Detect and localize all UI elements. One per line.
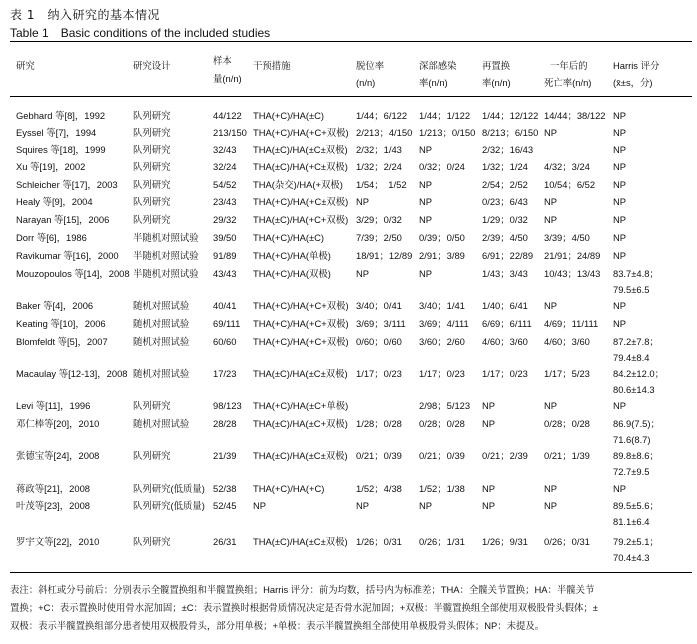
cell-revision: NP bbox=[482, 500, 496, 511]
cell-harris: NP bbox=[613, 214, 627, 225]
cell-intervention: THA(+C)/HA(+C) bbox=[253, 483, 325, 494]
cell-infection: 2/91；3/89 bbox=[419, 250, 465, 261]
cell-harris-2: 79.4±8.4 bbox=[613, 352, 650, 363]
cell-sample: 52/38 bbox=[213, 483, 237, 494]
cell-sample: 43/43 bbox=[213, 268, 237, 279]
cell-dislocation: 2/213；4/150 bbox=[356, 127, 413, 138]
cell-study: Narayan 等[15]，2006 bbox=[16, 214, 110, 225]
cell-dislocation: NP bbox=[356, 500, 370, 511]
cell-design: 队列研究 bbox=[133, 127, 171, 138]
cell-mortality: NP bbox=[544, 196, 558, 207]
cell-design: 队列研究(低质量) bbox=[133, 483, 205, 494]
cell-revision: 0/23；6/43 bbox=[482, 196, 528, 207]
cell-sample: 29/32 bbox=[213, 214, 237, 225]
cell-mortality: 10/54；6/52 bbox=[544, 179, 596, 190]
cell-design: 队列研究 bbox=[133, 179, 171, 190]
cell-design: 队列研究 bbox=[133, 196, 171, 207]
cell-intervention: THA(+C)/HA(±C) bbox=[253, 232, 325, 243]
cell-dislocation: 1/17；0/23 bbox=[356, 368, 402, 379]
header-revision-2: 率(n/n) bbox=[482, 77, 511, 88]
cell-intervention: THA(杂交)/HA(+双极) bbox=[253, 179, 343, 190]
cell-intervention: THA(±C)/HA(+C±双极) bbox=[253, 161, 348, 172]
header-infection-2: 率(n/n) bbox=[419, 77, 448, 88]
cell-infection: 3/40；1/41 bbox=[419, 300, 465, 311]
cell-sample: 32/43 bbox=[213, 144, 237, 155]
cell-revision: 1/32；1/24 bbox=[482, 161, 528, 172]
cell-intervention: THA(+C)/HA(+C+双极) bbox=[253, 127, 349, 138]
cell-dislocation: 0/60；0/60 bbox=[356, 336, 402, 347]
cell-infection: 2/98；5/123 bbox=[419, 400, 471, 411]
cell-intervention: THA(±C)/HA(±C±双极) bbox=[253, 536, 348, 547]
header-infection-1: 深部感染 bbox=[419, 60, 457, 71]
cell-study: Mouzopoulos 等[14]，2008 bbox=[16, 268, 130, 279]
cell-mortality: 4/32；3/24 bbox=[544, 161, 590, 172]
cell-infection: 3/60；2/60 bbox=[419, 336, 465, 347]
cell-study: Keating 等[10]，2006 bbox=[16, 318, 106, 329]
cell-sample: 21/39 bbox=[213, 450, 237, 461]
cell-design: 队列研究 bbox=[133, 536, 171, 547]
cell-study: Gebhard 等[8]，1992 bbox=[16, 110, 106, 121]
cell-harris-2: 80.6±14.3 bbox=[613, 384, 655, 395]
cell-infection: NP bbox=[419, 214, 433, 225]
header-sample-1: 样本 bbox=[213, 55, 232, 66]
cell-dislocation: 1/26；0/31 bbox=[356, 536, 402, 547]
cell-intervention: THA(±C)/HA(±C±双极) bbox=[253, 144, 348, 155]
cell-dislocation: 0/21；0/39 bbox=[356, 450, 402, 461]
cell-study: Dorr 等[6]，1986 bbox=[16, 232, 87, 243]
cell-dislocation: 2/32；1/43 bbox=[356, 144, 402, 155]
cell-dislocation: 1/52；4/38 bbox=[356, 483, 402, 494]
header-revision-1: 再置换 bbox=[482, 60, 511, 71]
footnote-line: 表注：斜杠或分号前后：分别表示全髋置换组和半髋置换组；Harris 评分：前为均数，括号内为标准差；THA：全髋关节置换；HA：半髋关节 bbox=[10, 584, 595, 595]
cell-mortality: NP bbox=[544, 400, 558, 411]
cell-infection: NP bbox=[419, 179, 433, 190]
caption-en: Table 1 Basic conditions of the included studies bbox=[10, 26, 271, 40]
cell-intervention: THA(+C)/HA(单极) bbox=[253, 250, 331, 261]
cell-infection: NP bbox=[419, 500, 433, 511]
cell-harris: 83.7±4.8； bbox=[613, 268, 659, 279]
cell-sample: 213/150 bbox=[213, 127, 247, 138]
cell-sample: 69/111 bbox=[213, 318, 241, 329]
header-dislocation-1: 脱位率 bbox=[356, 60, 385, 71]
cell-design: 半随机对照试验 bbox=[133, 268, 199, 279]
cell-infection: 0/39；0/50 bbox=[419, 232, 465, 243]
cell-mortality: 10/43；13/43 bbox=[544, 268, 601, 279]
cell-dislocation: 1/32；2/24 bbox=[356, 161, 402, 172]
cell-revision: 1/26；9/31 bbox=[482, 536, 528, 547]
cell-dislocation: NP bbox=[356, 196, 370, 207]
cell-harris: NP bbox=[613, 144, 627, 155]
top-rule bbox=[10, 41, 692, 42]
cell-study: Baker 等[4]，2006 bbox=[16, 300, 94, 311]
cell-dislocation: 1/44；6/122 bbox=[356, 110, 408, 121]
cell-harris: 89.8±8.6； bbox=[613, 450, 659, 461]
cell-sample: 98/123 bbox=[213, 400, 242, 411]
cell-study: Squires 等[18]，1999 bbox=[16, 144, 106, 155]
cell-revision: 1/44；12/122 bbox=[482, 110, 539, 121]
cell-design: 队列研究(低质量) bbox=[133, 500, 205, 511]
cell-sample: 54/52 bbox=[213, 179, 237, 190]
cell-infection: NP bbox=[419, 268, 433, 279]
cell-design: 随机对照试验 bbox=[133, 368, 190, 379]
cell-intervention: THA(±C)/HA(+C+双极) bbox=[253, 214, 349, 225]
cell-sample: 91/89 bbox=[213, 250, 237, 261]
header-harris-2: (x̄±s，分) bbox=[613, 77, 653, 88]
cell-harris: NP bbox=[613, 179, 627, 190]
cell-harris: NP bbox=[613, 127, 627, 138]
cell-sample: 40/41 bbox=[213, 300, 237, 311]
cell-harris: NP bbox=[613, 318, 627, 329]
cell-harris-2: 81.1±6.4 bbox=[613, 516, 650, 527]
cell-harris: NP bbox=[613, 400, 627, 411]
cell-study: 蒋政等[21]，2008 bbox=[16, 483, 90, 494]
cell-design: 队列研究 bbox=[133, 161, 171, 172]
cell-revision: 2/32；16/43 bbox=[482, 144, 534, 155]
cell-mortality: 4/69；11/111 bbox=[544, 318, 599, 329]
header-mortality-2: 死亡率(n/n) bbox=[544, 77, 592, 88]
cell-intervention: NP bbox=[253, 500, 267, 511]
cell-mortality: 14/44；38/122 bbox=[544, 110, 606, 121]
cell-mortality: NP bbox=[544, 300, 558, 311]
cell-harris: NP bbox=[613, 161, 627, 172]
footnote-line: 置换；+C：表示置换时使用骨水泥加固；±C：表示置换时根据骨质情况决定是否骨水泥加固；+双极：半髋置换组全部使用双极股骨头假体；± bbox=[10, 602, 598, 613]
cell-harris: 87.2±7.8； bbox=[613, 336, 659, 347]
cell-revision: NP bbox=[482, 400, 496, 411]
bottom-rule bbox=[10, 572, 692, 573]
cell-infection: 1/52；1/38 bbox=[419, 483, 465, 494]
cell-infection: 1/44；1/122 bbox=[419, 110, 471, 121]
cell-harris: 86.9(7.5)； bbox=[613, 418, 660, 429]
header-intervention: 干预措施 bbox=[253, 60, 291, 71]
cell-harris: 79.2±5.1； bbox=[613, 536, 659, 547]
cell-intervention: THA(+C)/HA(双极) bbox=[253, 268, 331, 279]
cell-dislocation: 3/40；0/41 bbox=[356, 300, 402, 311]
cell-infection: 0/32；0/24 bbox=[419, 161, 465, 172]
cell-study: 邓仁棒等[20]，2010 bbox=[16, 418, 100, 429]
cell-intervention: THA(+C)/HA(+C+双极) bbox=[253, 300, 349, 311]
cell-design: 队列研究 bbox=[133, 144, 171, 155]
cell-study: Levi 等[11]，1996 bbox=[16, 400, 91, 411]
cell-revision: 1/43；3/43 bbox=[482, 268, 528, 279]
cell-sample: 52/45 bbox=[213, 500, 237, 511]
cell-mortality: 21/91；24/89 bbox=[544, 250, 601, 261]
cell-harris: NP bbox=[613, 196, 627, 207]
cell-study: Schleicher 等[17]，2003 bbox=[16, 179, 118, 190]
header-study: 研究 bbox=[16, 60, 35, 71]
cell-intervention: THA(+C)/HA(+C+双极) bbox=[253, 336, 349, 347]
cell-dislocation: 1/28；0/28 bbox=[356, 418, 402, 429]
cell-harris-2: 72.7±9.5 bbox=[613, 466, 650, 477]
cell-revision: 1/29；0/32 bbox=[482, 214, 528, 225]
cell-intervention: THA(+C)/HA(+C+双极) bbox=[253, 318, 349, 329]
cell-mortality: 3/39；4/50 bbox=[544, 232, 590, 243]
cell-revision: NP bbox=[482, 418, 496, 429]
cell-infection: NP bbox=[419, 196, 433, 207]
cell-revision: 1/17；0/23 bbox=[482, 368, 528, 379]
cell-study: Ravikumar 等[16]，2000 bbox=[16, 250, 119, 261]
cell-design: 随机对照试验 bbox=[133, 318, 190, 329]
header-sample-2: 量(n/n) bbox=[213, 73, 242, 84]
cell-study: Blomfeldt 等[5]，2007 bbox=[16, 336, 108, 347]
cell-harris: 89.5±5.6； bbox=[613, 500, 659, 511]
cell-dislocation: 1/54； 1/52 bbox=[356, 179, 407, 190]
cell-harris-2: 79.5±6.5 bbox=[613, 284, 650, 295]
cell-design: 半随机对照试验 bbox=[133, 250, 199, 261]
header-design: 研究设计 bbox=[133, 60, 171, 71]
cell-design: 队列研究 bbox=[133, 450, 171, 461]
cell-harris: NP bbox=[613, 110, 627, 121]
cell-revision: 6/69；6/111 bbox=[482, 318, 532, 329]
cell-harris: 84.2±12.0； bbox=[613, 368, 665, 379]
cell-harris: NP bbox=[613, 232, 627, 243]
cell-harris-2: 71.6(8.7) bbox=[613, 434, 651, 445]
cell-design: 随机对照试验 bbox=[133, 336, 190, 347]
cell-design: 随机对照试验 bbox=[133, 300, 190, 311]
cell-sample: 23/43 bbox=[213, 196, 237, 207]
cell-revision: 2/54；2/52 bbox=[482, 179, 528, 190]
cell-study: 张德宝等[24]，2008 bbox=[16, 450, 100, 461]
cell-mortality: 0/28；0/28 bbox=[544, 418, 590, 429]
cell-harris: NP bbox=[613, 483, 627, 494]
cell-design: 半随机对照试验 bbox=[133, 232, 199, 243]
cell-study: 罗宇文等[22]，2010 bbox=[16, 536, 100, 547]
cell-study: Healy 等[9]，2004 bbox=[16, 196, 93, 207]
cell-infection: 0/26；1/31 bbox=[419, 536, 465, 547]
footnote-line: 双极：表示半髋置换组部分患者使用双极股骨头，部分用单极；+单极：表示半髋置换组全部使用单极股骨头假体；NP：未提及。 bbox=[10, 620, 545, 631]
cell-mortality: 1/17；5/23 bbox=[544, 368, 590, 379]
cell-dislocation: 7/39；2/50 bbox=[356, 232, 402, 243]
cell-dislocation: 18/91；12/89 bbox=[356, 250, 413, 261]
cell-harris-2: 70.4±4.3 bbox=[613, 552, 650, 563]
cell-intervention: THA(+C)/HA(±C) bbox=[253, 110, 325, 121]
cell-sample: 44/122 bbox=[213, 110, 242, 121]
cell-study: Macaulay 等[12-13]，2008 bbox=[16, 368, 128, 379]
cell-sample: 17/23 bbox=[213, 368, 237, 379]
cell-infection: 1/213；0/150 bbox=[419, 127, 476, 138]
cell-harris: NP bbox=[613, 250, 627, 261]
cell-study: Xu 等[19]，2002 bbox=[16, 161, 86, 172]
cell-revision: 1/40；6/41 bbox=[482, 300, 528, 311]
cell-mortality: NP bbox=[544, 483, 558, 494]
cell-mortality: NP bbox=[544, 500, 558, 511]
cell-design: 随机对照试验 bbox=[133, 418, 190, 429]
cell-intervention: THA(±C)/HA(±C±双极) bbox=[253, 450, 348, 461]
header-mortality-1: 一年后的 bbox=[550, 60, 588, 71]
cell-sample: 32/24 bbox=[213, 161, 237, 172]
cell-mortality: NP bbox=[544, 127, 558, 138]
cell-revision: NP bbox=[482, 483, 496, 494]
table-footnote bbox=[10, 581, 692, 635]
cell-sample: 26/31 bbox=[213, 536, 237, 547]
cell-dislocation: 3/29；0/32 bbox=[356, 214, 402, 225]
cell-intervention: THA(+C)/HA(+C±双极) bbox=[253, 196, 349, 207]
cell-design: 队列研究 bbox=[133, 214, 171, 225]
cell-intervention: THA(±C)/HA(±C±双极) bbox=[253, 368, 348, 379]
cell-mortality: 0/26；0/31 bbox=[544, 536, 590, 547]
header-dislocation-2: (n/n) bbox=[356, 77, 376, 88]
cell-design: 队列研究 bbox=[133, 400, 171, 411]
header-harris-1: Harris 评分 bbox=[613, 60, 660, 71]
cell-revision: 8/213；6/150 bbox=[482, 127, 539, 138]
cell-sample: 39/50 bbox=[213, 232, 237, 243]
cell-intervention: THA(+C)/HA(±C+单极) bbox=[253, 400, 349, 411]
cell-design: 队列研究 bbox=[133, 110, 171, 121]
cell-mortality: NP bbox=[544, 214, 558, 225]
cell-infection: 0/28；0/28 bbox=[419, 418, 465, 429]
cell-revision: 4/60；3/60 bbox=[482, 336, 528, 347]
cell-study: 叶茂等[23]，2008 bbox=[16, 500, 90, 511]
cell-revision: 0/21；2/39 bbox=[482, 450, 528, 461]
cell-sample: 60/60 bbox=[213, 336, 237, 347]
header-rule bbox=[10, 96, 692, 97]
cell-infection: 3/69；4/111 bbox=[419, 318, 469, 329]
cell-intervention: THA(±C)/HA(±C+双极) bbox=[253, 418, 348, 429]
cell-mortality: 0/21；1/39 bbox=[544, 450, 590, 461]
cell-mortality: 4/60；3/60 bbox=[544, 336, 590, 347]
cell-infection: 1/17；0/23 bbox=[419, 368, 465, 379]
cell-harris: NP bbox=[613, 300, 627, 311]
cell-revision: 2/39；4/50 bbox=[482, 232, 528, 243]
cell-dislocation: 3/69；3/111 bbox=[356, 318, 406, 329]
cell-study: Eyssel 等[7]，1994 bbox=[16, 127, 97, 138]
cell-sample: 28/28 bbox=[213, 418, 237, 429]
cell-dislocation: NP bbox=[356, 268, 370, 279]
cell-infection: 0/21；0/39 bbox=[419, 450, 465, 461]
cell-revision: 6/91；22/89 bbox=[482, 250, 534, 261]
caption-zh: 表 1 纳入研究的基本情况 bbox=[10, 8, 160, 22]
cell-infection: NP bbox=[419, 144, 433, 155]
